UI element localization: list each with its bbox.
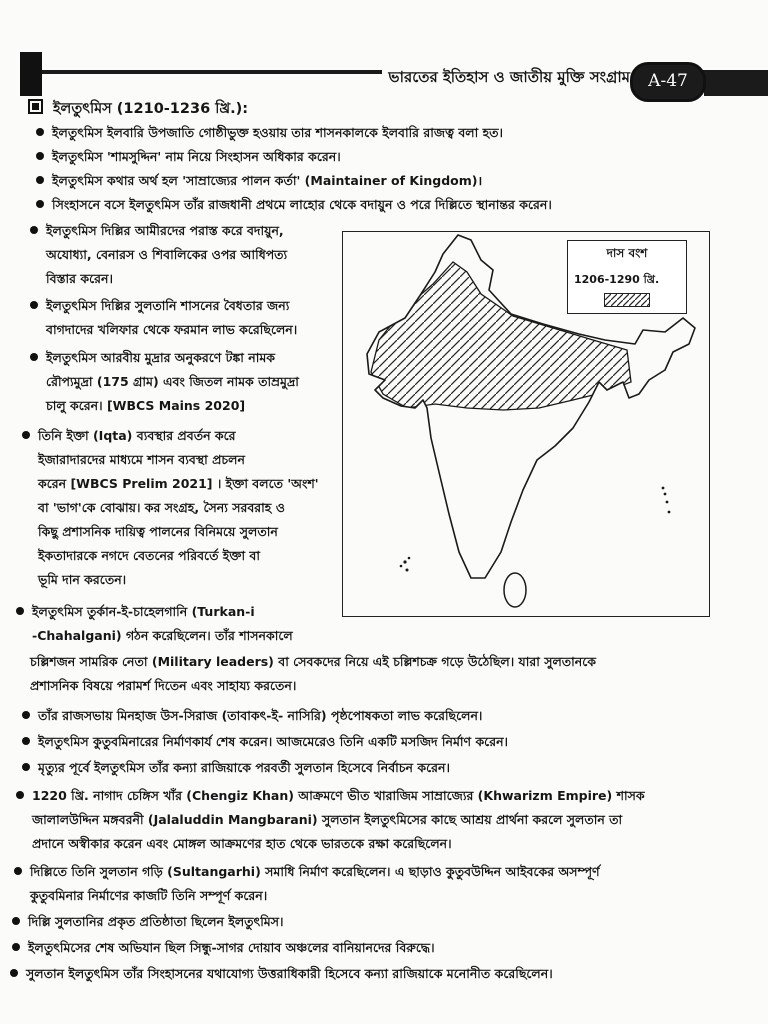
legend-range: 1206-1290 খ্রি. bbox=[574, 273, 660, 286]
bullet-icon bbox=[14, 867, 22, 875]
list-item: ইলতুৎমিস দিল্লির সুলতানি শাসনের বৈধতার জন্য bbox=[30, 294, 289, 318]
sri-lanka bbox=[504, 573, 526, 607]
list-item-line: চালু করেন। [WBCS Mains 2020] bbox=[46, 398, 246, 413]
page-header bbox=[20, 52, 768, 96]
list-item: ইলতুৎমিস দিল্লির আমীরদের পরাস্ত করে বদায়ুন, bbox=[30, 219, 284, 243]
bullet-icon bbox=[16, 791, 24, 799]
header-right-bar bbox=[704, 72, 768, 96]
list-item-line: চল্লিশজন সামরিক নেতা (Military leaders) বা সেবকদের নিয়ে এই চল্লিশচক্র গড়ে উঠেছিল। যারা সুলতানকে bbox=[30, 654, 597, 669]
list-item-line: ভূমি দান করতেন। bbox=[38, 572, 127, 587]
bullet-icon bbox=[30, 301, 38, 309]
list-item: ইলতুৎমিস ইলবারি উপজাতি গোষ্ঠীভুক্ত হওয়ায় তার শাসনকালকে ইলবারি রাজত্ব বলা হত। bbox=[36, 121, 503, 145]
list-item: ইলতুৎমিস কথার অর্থ হল 'সাম্রাজ্যের পালন কর্তা' (Maintainer of Kingdom)। bbox=[36, 169, 482, 193]
list-item: তাঁর রাজসভায় মিনহাজ উস-সিরাজ (তাবাকৎ-ই- নাসিরি) পৃষ্ঠপোষকতা লাভ করেছিলেন। bbox=[22, 704, 482, 728]
list-item: ইলতুৎমিস 'শামসুদ্দিন' নাম নিয়ে সিংহাসন অধিকার করেন। bbox=[36, 145, 341, 169]
bullet-icon bbox=[12, 943, 20, 951]
list-item: সুলতান ইলতুৎমিস তাঁর সিংহাসনের যথাযোগ্য উত্তরাধিকারী হিসেবে কন্যা রাজিয়াকে মনোনীত করেছিলেন। bbox=[10, 962, 553, 986]
list-item: ইলতুৎমিস কুতুবমিনারের নির্মাণকার্য শেষ করেন। আজমেরেও তিনি একটি মসজিদ নির্মাণ করেন। bbox=[22, 730, 508, 754]
bullet-icon bbox=[36, 200, 44, 208]
legend-title: দাস বংশ bbox=[606, 246, 648, 260]
bullet-icon bbox=[10, 969, 18, 977]
list-item: তিনি ইক্তা (Iqta) ব্যবস্থার প্রবর্তন করে bbox=[22, 424, 236, 448]
bullet-icon bbox=[36, 152, 44, 160]
bullet-icon bbox=[22, 431, 30, 439]
list-item-line: বিস্তার করেন। bbox=[46, 271, 113, 286]
list-item-line: রৌপ্যমুদ্রা (175 গ্রাম) এবং জিতল নামক তাম্রমুদ্রা bbox=[46, 374, 299, 389]
bullet-icon bbox=[22, 737, 30, 745]
list-item: ইলতুৎমিসের শেষ অভিযান ছিল সিন্ধু-সাগর দোয়াব অঞ্চলের বানিয়ানদের বিরুদ্ধে। bbox=[12, 936, 435, 960]
list-item: সিংহাসনে বসে ইলতুৎমিস তাঁর রাজধানী প্রথমে লাহোর থেকে বদায়ুন ও পরে দিল্লিতে স্থানান্তর করেন। bbox=[36, 193, 552, 217]
header-left-block bbox=[20, 52, 42, 96]
list-item-line: বা 'ভাগ'কে বোঝায়। কর সংগ্রহ, সৈন্য সরবরাহ ও bbox=[38, 500, 285, 515]
list-item-line: ইজারাদারদের মাধ্যমে শাসন ব্যবস্থা প্রচলন bbox=[38, 452, 245, 467]
list-item-line: প্রশাসনিক বিষয়ে পরামর্শ দিতেন এবং সাহায্য করতেন। bbox=[30, 678, 297, 693]
bullet-icon bbox=[30, 226, 38, 234]
list-item-line: করেন [WBCS Prelim 2021] । ইক্তা বলতে 'অংশ' bbox=[38, 476, 319, 491]
map-legend bbox=[567, 240, 687, 314]
legend-hatch-swatch bbox=[604, 293, 650, 307]
list-item: 1220 খ্রি. নাগাদ চেঙ্গিস খাঁর (Chengiz Khan) আক্রমণে ভীত খারাজিম সাম্রাজ্যের (Khwarizm Empire) শাসক bbox=[16, 784, 645, 808]
list-item: মৃত্যুর পূর্বে ইলতুৎমিস তাঁর কন্যা রাজিয়াকে পরবর্তী সুলতান হিসেবে নির্বাচন করেন। bbox=[22, 756, 450, 780]
bullet-icon bbox=[36, 176, 44, 184]
list-item-line: বাগদাদের খলিফার থেকে ফরমান লাভ করেছিলেন। bbox=[46, 322, 298, 337]
header-title: ভারতের ইতিহাস ও জাতীয় মুক্তি সংগ্রাম bbox=[382, 66, 636, 91]
list-item-line: অযোধ্যা, বেনারস ও শিবালিকের ওপর আধিপত্য bbox=[46, 247, 288, 262]
list-item-line: ইকতাদারকে নগদে বেতনের পরিবর্তে ইক্তা বা bbox=[38, 548, 261, 563]
bullet-icon bbox=[12, 917, 20, 925]
list-item-line: জালালউদ্দিন মঙ্গবরনী (Jalaluddin Mangbarani) সুলতান ইলতুৎমিসের কাছে আশ্রয় প্রার্থনা করলে সুলতান তা bbox=[32, 812, 623, 827]
bullet-icon bbox=[36, 128, 44, 136]
section-title-text: ইলতুৎমিস (1210-1236 খ্রি.): bbox=[53, 101, 249, 117]
list-item-line: -Chahalgani) গঠন করেছিলেন। তাঁর শাসনকালে bbox=[32, 628, 293, 643]
bullet-icon bbox=[22, 711, 30, 719]
list-item: ইলতুৎমিস আরবীয় মুদ্রার অনুকরণে টঙ্কা নামক bbox=[30, 346, 275, 370]
list-item: দিল্লিতে তিনি সুলতান গড়ি (Sultangarhi) সমাধি নির্মাণ করেছিলেন। এ ছাড়াও কুতুবউদ্দিন আইবকের অসম্পূর্ণ bbox=[14, 860, 600, 884]
slave-dynasty-map bbox=[342, 231, 710, 617]
list-item-line: কুতুবমিনার নির্মাণের কাজটি তিনি সম্পূর্ণ করেন। bbox=[30, 888, 268, 903]
list-item-line: প্রদানে অস্বীকার করেন এবং মোঙ্গল আক্রমণের হাত থেকে ভারতকে রক্ষা করেছিলেন। bbox=[32, 836, 452, 851]
island-dots bbox=[400, 487, 671, 572]
list-item: ইলতুৎমিস তুর্কান-ই-চাহেলগানি (Turkan-i bbox=[16, 600, 255, 624]
list-item: দিল্লি সুলতানির প্রকৃত প্রতিষ্ঠাতা ছিলেন ইলতুৎমিস। bbox=[12, 910, 283, 934]
square-bullet-icon bbox=[28, 99, 43, 114]
page-number: A-47 bbox=[630, 62, 706, 102]
list-item-line: কিছু প্রশাসনিক দায়িত্ব পালনের বিনিময়ে সুলতান bbox=[38, 524, 278, 539]
bullet-icon bbox=[16, 607, 24, 615]
section-title bbox=[28, 98, 248, 122]
bullet-icon bbox=[30, 353, 38, 361]
bullet-icon bbox=[22, 763, 30, 771]
